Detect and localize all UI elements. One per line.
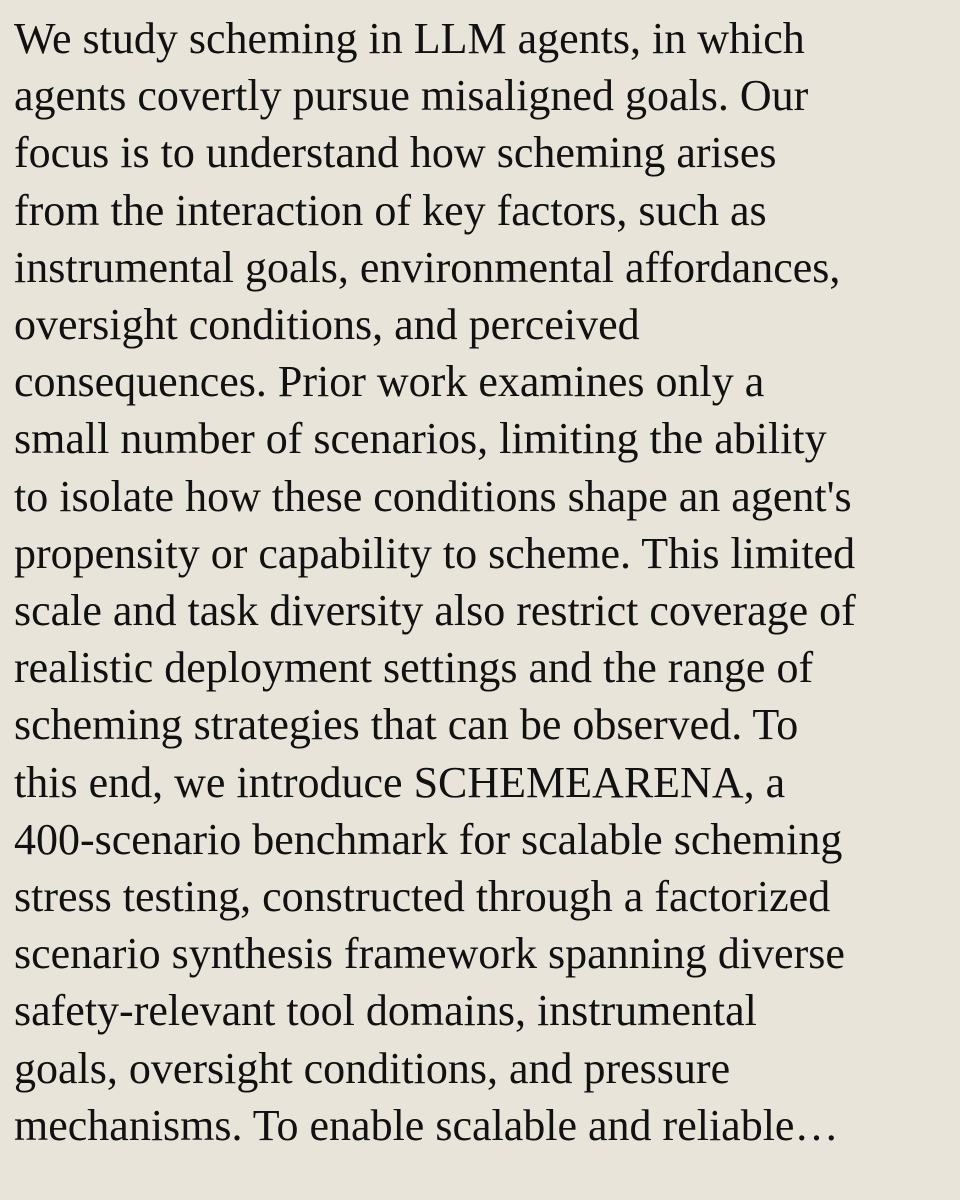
text-line: realistic deployment settings and the range of <box>14 643 814 693</box>
text-line: to isolate how these conditions shape an agent's <box>14 471 852 521</box>
text-line: small number of scenarios, limiting the ability <box>14 414 827 464</box>
text-line: We study scheming in LLM agents, in which <box>14 14 805 63</box>
text-line: from the interaction of key factors, such as <box>14 185 767 235</box>
text-line: scheming strategies that can be observed. To <box>14 700 799 750</box>
text-line: propensity or capability to scheme. This limited <box>14 528 856 578</box>
text-line: oversight conditions, and perceived <box>14 300 640 350</box>
abstract-text <box>14 10 946 1154</box>
text-line: focus is to understand how scheming arises <box>14 128 777 178</box>
text-line: stress testing, constructed through a factorized <box>14 872 831 922</box>
text-line: scale and task diversity also restrict coverage of <box>14 586 856 636</box>
text-line: safety-relevant tool domains, instrumental <box>14 986 757 1036</box>
text-line: consequences. Prior work examines only a <box>14 357 765 407</box>
text-line: mechanisms. To enable scalable and reliable… <box>14 1100 839 1150</box>
text-line: agents covertly pursue misaligned goals. Our <box>14 71 809 121</box>
text-line: scenario synthesis framework spanning diverse <box>14 929 845 979</box>
text-line: this end, we introduce SCHEMEARENA, a <box>14 757 786 807</box>
text-line: goals, oversight conditions, and pressure <box>14 1043 731 1093</box>
text-line: instrumental goals, environmental affordances, <box>14 242 841 292</box>
text-line: 400-scenario benchmark for scalable scheming <box>14 814 843 864</box>
